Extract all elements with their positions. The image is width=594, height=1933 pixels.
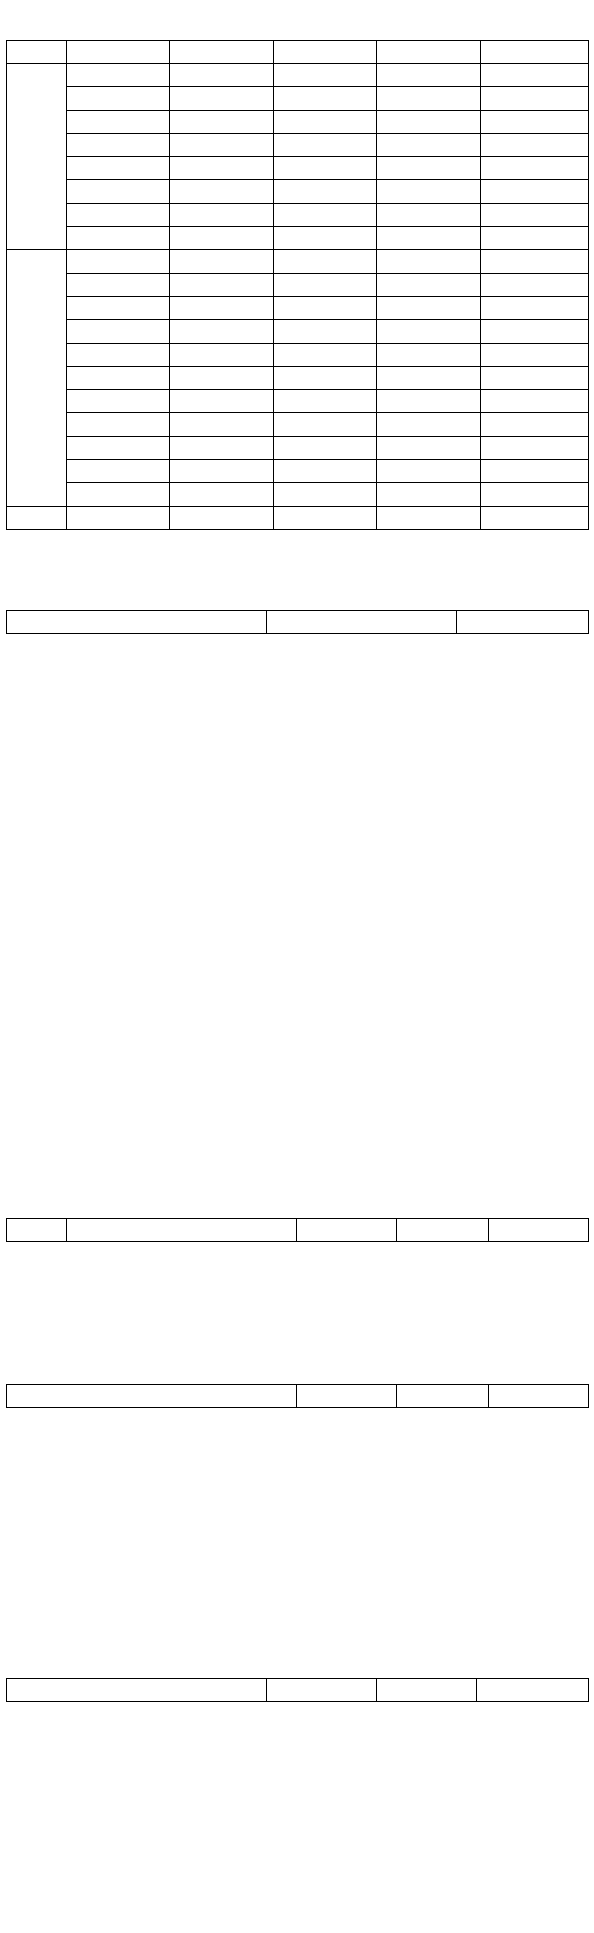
header-cell [377, 41, 481, 64]
table-row [7, 460, 589, 483]
city-cell [67, 87, 170, 110]
value-cell [170, 320, 274, 343]
city-cell [67, 64, 170, 87]
city-cell [67, 460, 170, 483]
city-cell [67, 436, 170, 459]
value-cell [170, 390, 274, 413]
city-cell [67, 366, 170, 389]
value-cell [170, 506, 274, 529]
value-cell [481, 110, 589, 133]
city-cell [67, 296, 170, 319]
value-cell [481, 366, 589, 389]
value-cell [377, 157, 481, 180]
header-cell [7, 1219, 67, 1242]
value-cell [170, 87, 274, 110]
table-row [7, 390, 589, 413]
value-cell [377, 64, 481, 87]
value-cell [377, 460, 481, 483]
north-china-title [6, 572, 588, 594]
header-cell [7, 41, 67, 64]
value-cell [377, 506, 481, 529]
value-cell [170, 133, 274, 156]
header-cell [477, 1679, 589, 1702]
city-cell [67, 203, 170, 226]
value-cell [481, 343, 589, 366]
region-cell [7, 64, 67, 250]
value-cell [481, 413, 589, 436]
region-cell [7, 506, 67, 529]
table-header-row [7, 1385, 589, 1408]
table-row [7, 110, 589, 133]
city-cell [67, 157, 170, 180]
city-cell [67, 506, 170, 529]
northeast-unit [6, 24, 588, 40]
value-cell [274, 436, 377, 459]
value-cell [170, 157, 274, 180]
northeast-section [6, 2, 588, 548]
region-cell [7, 250, 67, 506]
table-row [7, 506, 589, 529]
value-cell [377, 343, 481, 366]
value-cell [170, 180, 274, 203]
table-row [7, 64, 589, 87]
value-cell [274, 460, 377, 483]
value-cell [170, 343, 274, 366]
value-cell [274, 506, 377, 529]
value-cell [170, 273, 274, 296]
table-row [7, 227, 589, 250]
value-cell [170, 436, 274, 459]
value-cell [377, 273, 481, 296]
city-cell [67, 133, 170, 156]
value-cell [377, 413, 481, 436]
value-cell [274, 227, 377, 250]
city-cell [67, 250, 170, 273]
value-cell [377, 110, 481, 133]
table-row [7, 273, 589, 296]
value-cell [274, 64, 377, 87]
table-row [7, 413, 589, 436]
value-cell [274, 133, 377, 156]
table-row [7, 436, 589, 459]
south-port-unit [6, 1368, 588, 1384]
value-cell [170, 64, 274, 87]
value-cell [170, 250, 274, 273]
south-sales-title [6, 1640, 588, 1662]
value-cell [274, 320, 377, 343]
header-cell [267, 1679, 377, 1702]
northeast-title [6, 2, 588, 24]
value-cell [481, 227, 589, 250]
value-cell [377, 227, 481, 250]
table-header-row [7, 41, 589, 64]
value-cell [274, 87, 377, 110]
value-cell [274, 413, 377, 436]
table-row [7, 343, 589, 366]
table-row [7, 180, 589, 203]
value-cell [274, 203, 377, 226]
city-cell [67, 343, 170, 366]
header-cell [397, 1219, 489, 1242]
header-cell [67, 41, 170, 64]
city-cell [67, 320, 170, 343]
value-cell [377, 133, 481, 156]
value-cell [274, 390, 377, 413]
city-cell [67, 483, 170, 506]
table-row [7, 320, 589, 343]
value-cell [481, 273, 589, 296]
value-cell [377, 483, 481, 506]
city-cell [67, 413, 170, 436]
value-cell [481, 203, 589, 226]
south-sales-note [6, 1898, 588, 1916]
table-row [7, 133, 589, 156]
port-unit [6, 1202, 588, 1218]
north-port-table [6, 1218, 589, 1350]
value-cell [170, 460, 274, 483]
value-cell [274, 343, 377, 366]
south-sales-section [6, 1640, 588, 1916]
value-cell [481, 483, 589, 506]
port-title [6, 1180, 588, 1202]
port-section [6, 1180, 588, 1600]
value-cell [481, 133, 589, 156]
value-cell [170, 413, 274, 436]
header-cell [297, 1219, 397, 1242]
table-row [7, 296, 589, 319]
table-header-row [7, 1679, 589, 1702]
value-cell [377, 366, 481, 389]
value-cell [481, 390, 589, 413]
value-cell [377, 203, 481, 226]
header-cell [274, 41, 377, 64]
header-cell [377, 1679, 477, 1702]
header-cell [67, 1219, 297, 1242]
table-row [7, 203, 589, 226]
value-cell [481, 157, 589, 180]
value-cell [481, 250, 589, 273]
value-cell [377, 250, 481, 273]
city-cell [67, 273, 170, 296]
value-cell [170, 483, 274, 506]
value-cell [274, 273, 377, 296]
north-china-section [6, 572, 588, 1156]
value-cell [274, 180, 377, 203]
value-cell [274, 366, 377, 389]
value-cell [170, 203, 274, 226]
value-cell [481, 436, 589, 459]
header-cell [267, 611, 457, 634]
header-cell [489, 1385, 589, 1408]
header-cell [7, 611, 267, 634]
north-china-table [6, 610, 589, 1138]
value-cell [170, 296, 274, 319]
value-cell [274, 157, 377, 180]
value-cell [481, 87, 589, 110]
south-sales-table [6, 1678, 589, 1898]
value-cell [170, 110, 274, 133]
value-cell [481, 180, 589, 203]
table-row [7, 250, 589, 273]
city-cell [67, 227, 170, 250]
header-cell [7, 1385, 297, 1408]
table-row [7, 366, 589, 389]
value-cell [481, 506, 589, 529]
value-cell [377, 296, 481, 319]
north-china-note [6, 1138, 588, 1156]
value-cell [377, 390, 481, 413]
header-cell [481, 41, 589, 64]
city-cell [67, 180, 170, 203]
table-row [7, 157, 589, 180]
north-china-unit [6, 594, 588, 610]
table-header-row [7, 611, 589, 634]
header-cell [7, 1679, 267, 1702]
south-sales-unit [6, 1662, 588, 1678]
value-cell [481, 460, 589, 483]
value-cell [481, 320, 589, 343]
value-cell [377, 87, 481, 110]
northeast-table [6, 40, 589, 530]
north-port-note [6, 1350, 588, 1368]
header-cell [489, 1219, 589, 1242]
table-header-row [7, 1219, 589, 1242]
value-cell [377, 180, 481, 203]
value-cell [481, 64, 589, 87]
header-cell [397, 1385, 489, 1408]
south-port-table [6, 1384, 589, 1582]
value-cell [377, 436, 481, 459]
northeast-note [6, 530, 588, 548]
header-cell [170, 41, 274, 64]
header-cell [297, 1385, 397, 1408]
header-cell [457, 611, 589, 634]
value-cell [274, 110, 377, 133]
value-cell [274, 483, 377, 506]
south-port-note [6, 1582, 588, 1600]
table-row [7, 87, 589, 110]
value-cell [170, 366, 274, 389]
city-cell [67, 390, 170, 413]
value-cell [377, 320, 481, 343]
value-cell [274, 296, 377, 319]
value-cell [481, 296, 589, 319]
table-row [7, 483, 589, 506]
value-cell [170, 227, 274, 250]
city-cell [67, 110, 170, 133]
value-cell [274, 250, 377, 273]
